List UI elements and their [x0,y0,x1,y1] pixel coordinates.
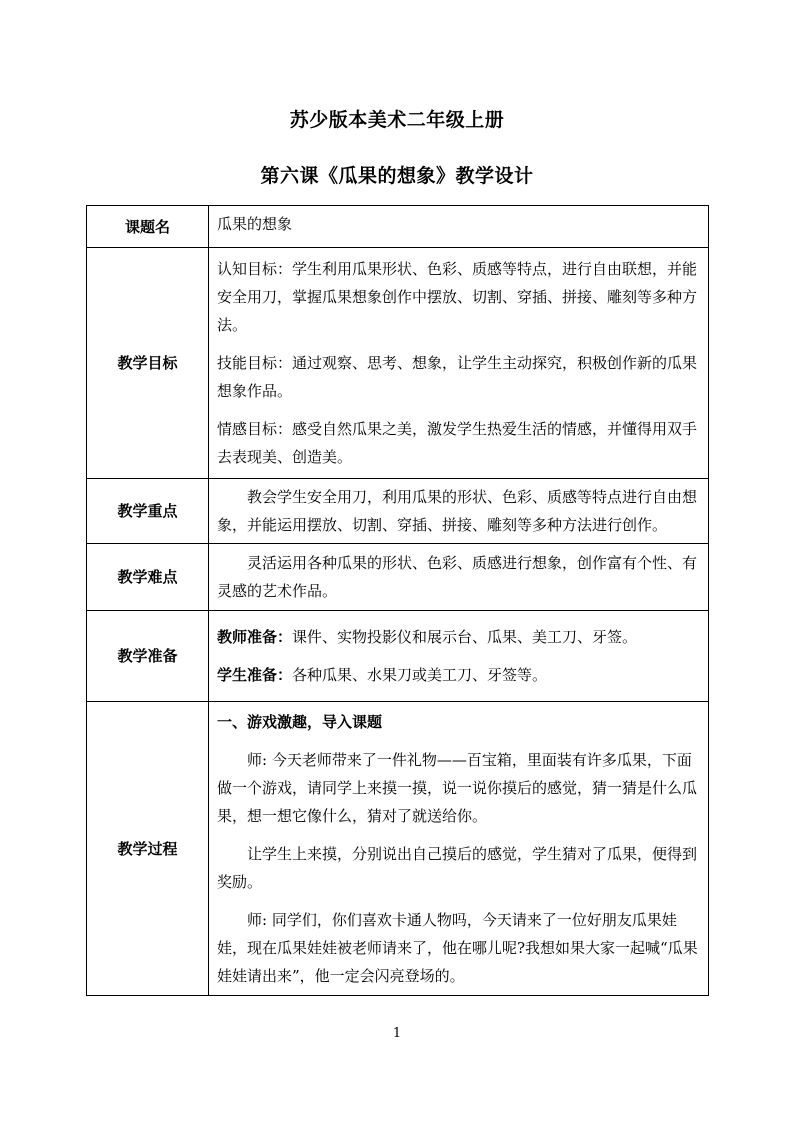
goal-emotion: 情感目标：感受自然瓜果之美，激发学生热爱生活的情感，并懂得用双手去表现美、创造美。 [217,420,698,466]
process-paragraph-1: 师: 今天老师带来了一件礼物——百宝箱，里面装有许多瓜果，下面做一个游戏，请同学上来摸一摸，说一说你摸后的感觉，猜一猜是什么瓜果，想一想它像什么，猜对了就送给你。 [217,750,698,825]
process-paragraph-2: 让学生上来摸，分别说出自己摸后的感觉，学生猜对了瓜果，便得到奖励。 [217,844,698,891]
row-preparation [87,611,709,702]
label-key-points: 教学重点 [87,479,209,544]
goal-skill: 技能目标：通过观察、思考、想象，让学生主动探究，积极创作新的瓜果想象作品。 [217,354,698,400]
label-process: 教学过程 [87,702,209,996]
row-key-points [87,479,709,544]
value-topic: 瓜果的想象 [209,206,709,248]
teacher-preparation-label: 教师准备： [217,628,293,646]
label-difficulties: 教学难点 [87,544,209,611]
student-preparation-text: 各种瓜果、水果刀或美工刀、牙签等。 [292,666,548,684]
student-preparation [217,661,702,689]
preparation-cell [209,611,709,702]
lesson-title: 第六课《瓜果的想象》教学设计 [260,165,534,187]
label-goals: 教学目标 [87,248,209,479]
row-difficulties [87,544,709,611]
lesson-plan-table [86,205,709,996]
difficulties-text: 灵活运用各种瓜果的形状、色彩、质感进行想象，创作富有个性、有灵感的艺术作品。 [217,554,698,600]
process-section-title: 一、游戏激趣，导入课题 [217,712,383,731]
teacher-preparation [217,623,702,651]
document-title: 苏少版本美术二年级上册 [289,109,505,131]
row-goals [87,248,709,479]
key-points-cell [209,479,709,544]
row-process [87,702,709,996]
process-cell [209,702,709,996]
teacher-preparation-text: 课件、实物投影仪和展示台、瓜果、美工刀、牙签。 [292,628,638,646]
goal-cognitive: 认知目标：学生利用瓜果形状、色彩、质感等特点，进行自由联想，并能安全用刀，掌握瓜果想象创作中摆放、切割、穿插、拼接、雕刻等多种方法。 [217,260,698,334]
label-preparation: 教学准备 [87,611,209,702]
page-number: 1 [392,1026,402,1041]
label-topic: 课题名 [87,206,209,248]
process-paragraph-3: 师: 同学们，你们喜欢卡通人物吗，今天请来了一位好朋友瓜果娃娃，现在瓜果娃娃被老师请来了，他在哪儿呢?我想如果大家一起喊“瓜果娃娃请出来”，他一定会闪亮登场的。 [217,910,698,985]
goals-cell [209,248,709,479]
difficulties-cell [209,544,709,611]
key-points-text: 教会学生安全用刀，利用瓜果的形状、色彩、质感等特点进行自由想象，并能运用摆放、切割、穿插、拼接、雕刻等多种方法进行创作。 [217,488,698,534]
row-topic [87,206,709,248]
student-preparation-label: 学生准备： [217,666,293,684]
